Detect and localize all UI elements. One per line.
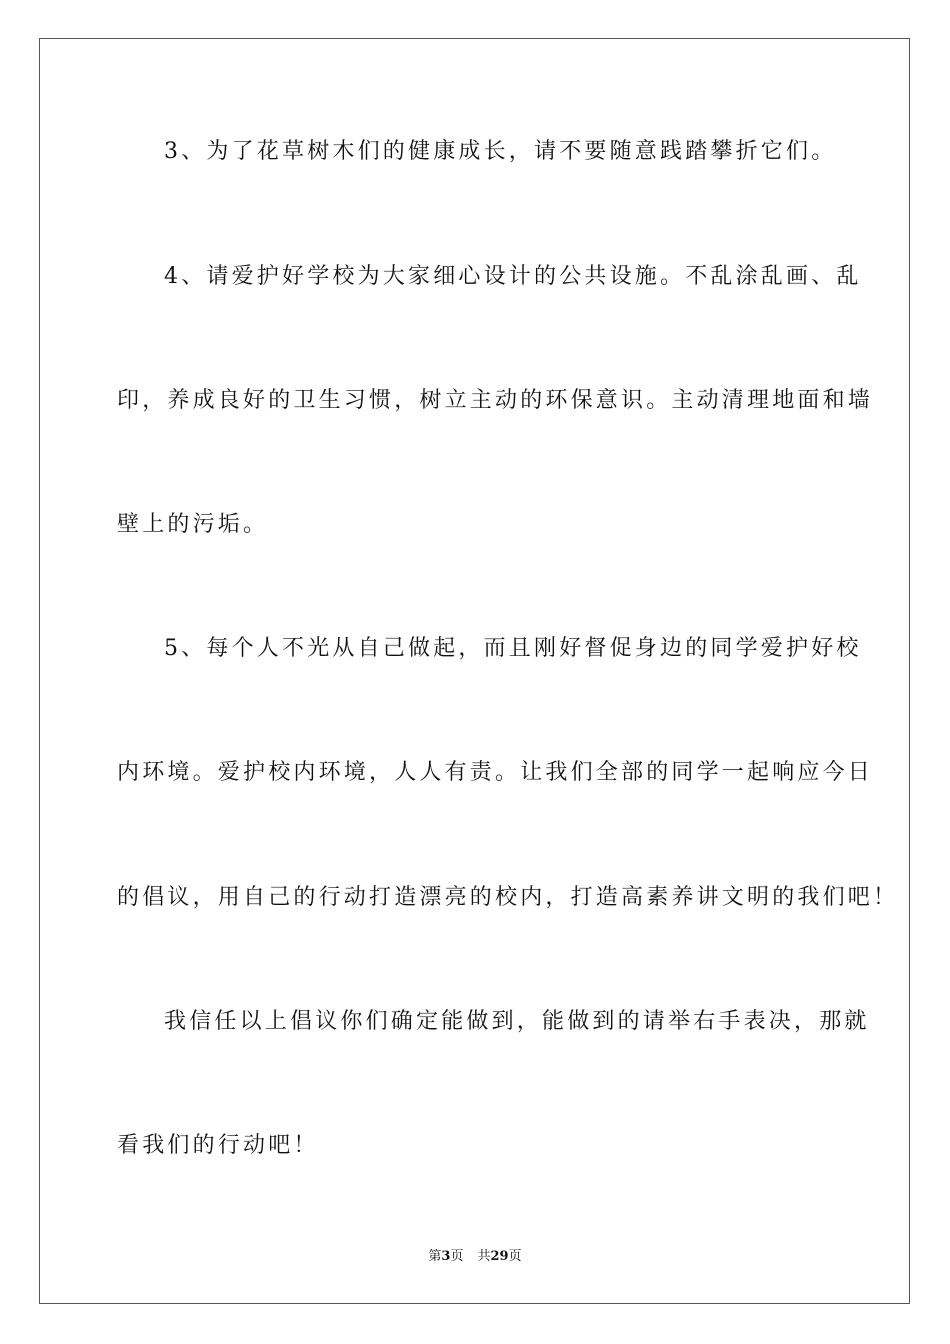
total-pages: 29 <box>490 1249 509 1264</box>
page-border <box>39 38 910 1304</box>
paragraph-5-line-2: 内环境。爱护校内环境，人人有责。让我们全部的同学一起响应今日 <box>117 760 874 785</box>
paragraph-5-line-3: 的倡议，用自己的行动打造漂亮的校内，打造高素养讲文明的我们吧！ <box>117 885 899 910</box>
total-prefix: 共 <box>477 1249 491 1264</box>
page-suffix: 页 <box>450 1249 464 1264</box>
paragraph-4-line-1: 4、请爱护好学校为大家细心设计的公共设施。不乱涂乱画、乱 <box>164 264 862 289</box>
total-suffix: 页 <box>508 1249 522 1264</box>
paragraph-3-line-1: 3、为了花草树木们的健康成长，请不要随意践踏攀折它们。 <box>164 139 837 164</box>
paragraph-4-line-3: 壁上的污垢。 <box>117 512 269 537</box>
paragraph-5-line-1: 5、每个人不光从自己做起，而且刚好督促身边的同学爱护好校 <box>164 636 862 661</box>
closing-paragraph-line-2: 看我们的行动吧！ <box>117 1133 319 1158</box>
page-prefix: 第 <box>428 1249 442 1264</box>
closing-paragraph-line-1: 我信任以上倡议你们确定能做到，能做到的请举右手表决，那就 <box>164 1009 870 1034</box>
page-number: 3 <box>441 1249 451 1264</box>
page-footer <box>0 1248 950 1266</box>
paragraph-4-line-2: 印，养成良好的卫生习惯，树立主动的环保意识。主动清理地面和墙 <box>117 388 874 413</box>
